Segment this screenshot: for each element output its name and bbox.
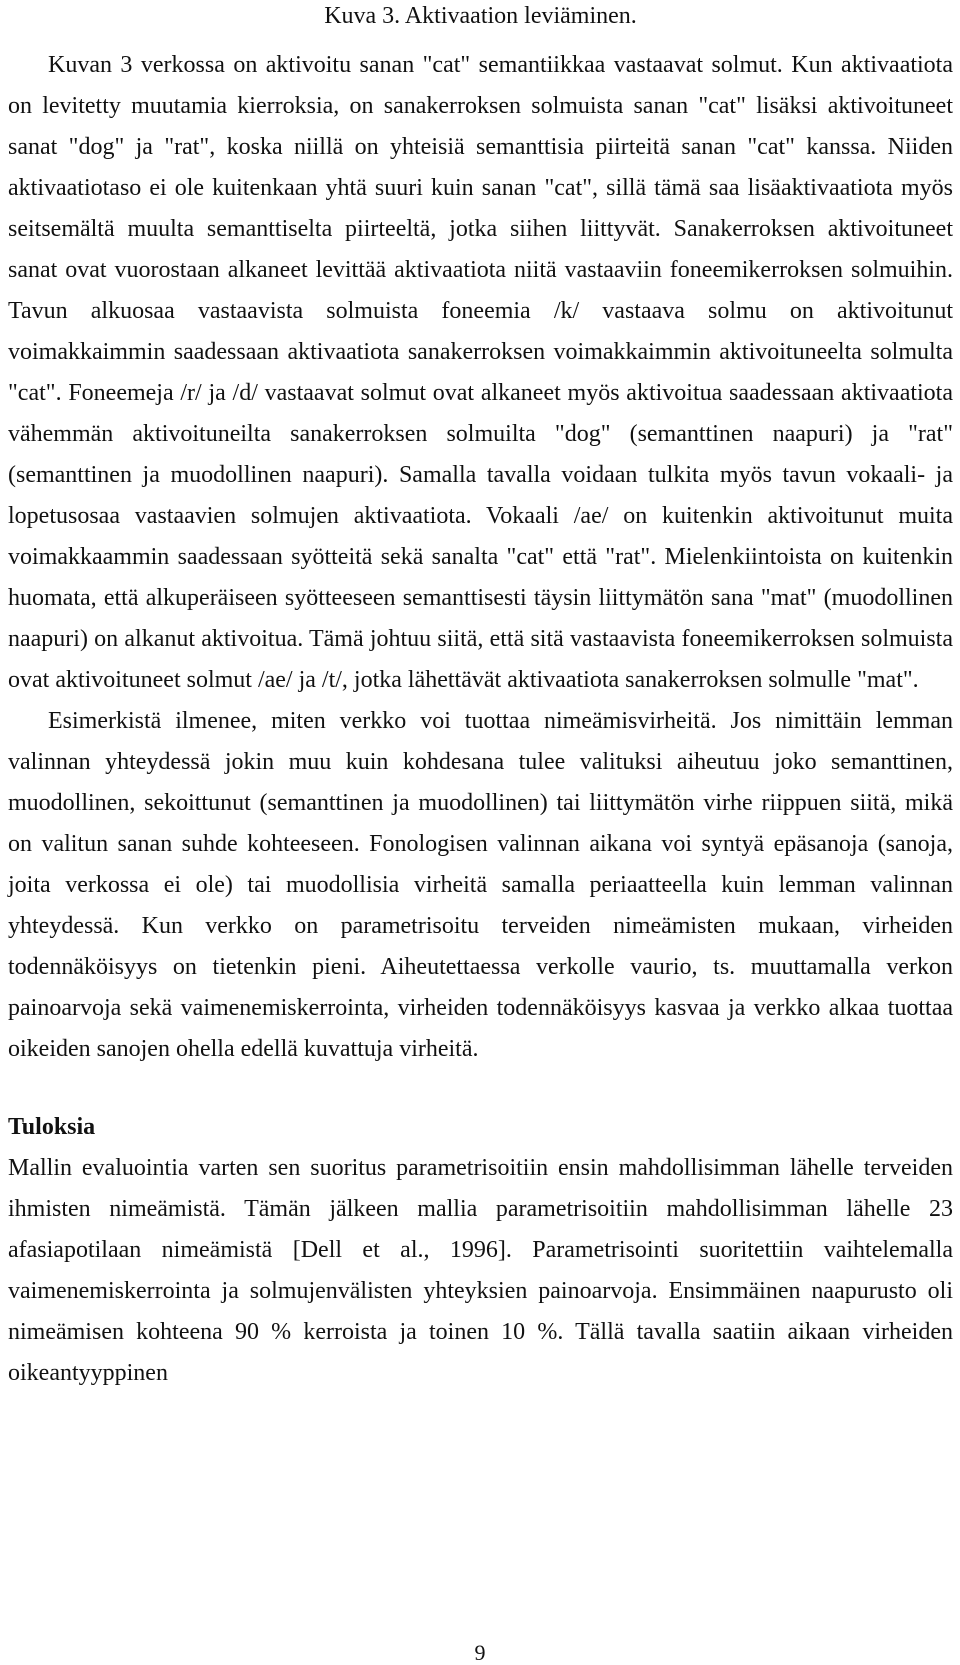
body-paragraph-1: Kuvan 3 verkossa on aktivoitu sanan "cat" semantiikkaa vastaavat solmut. Kun aktivaatiota on levitetty muutamia kierroksia, on sanakerroksen solmuista sanan "cat" lisäksi aktivoituneet sanat "dog" ja "rat", koska niillä on yhteisiä semanttisia piirteitä sanan "cat" kanssa. Niiden aktivaatiotaso ei ole kuitenkaan yhtä suuri kuin sanan "cat", sillä tämä saa lisäaktivaatiota myös seitsemältä muulta semanttiselta piirteeltä, jotka siihen liittyvät. Sanakerroksen aktivoituneet sanat ovat vuorostaan alkaneet levittää aktivaatiota niitä vastaaviin foneemikerroksen solmuihin. Tavun alkuosaa vastaavista solmuista foneemia /k/ vastaava solmu on aktivoitunut voimakkaimmin saadessaan aktivaatiota sanakerroksen voimakkaimmin aktivoituneelta solmulta "cat". Foneemeja /r/ ja /d/ vastaavat solmut ovat alkaneet myös aktivoitua saadessaan aktivaatiota vähemmän aktivoituneilta sanakerroksen solmuilta "dog" (semanttinen naapuri) ja "rat" (semanttinen ja muodollinen naapuri). Samalla tavalla voidaan tulkita myös tavun vokaali- ja lopetusosaa vastaavien solmujen aktivaatiota. Vokaali /ae/ on kuitenkin aktivoitunut muita voimakkaammin saadessaan syötteitä sekä sanalta "cat" että "rat". Mielenkiintoista on kuitenkin huomata, että alkuperäiseen syötteeseen semanttisesti täysin liittymätön sana "mat" (muodollinen naapuri) on alkanut aktivoitua. Tämä johtuu siitä, että sitä vastaavista foneemikerroksen solmuista ovat aktivoituneet solmut /ae/ ja /t/, jotka lähettävät aktivaatiota sanakerroksen solmulle "mat". — [8, 52, 953, 693]
section-spacer — [8, 1070, 953, 1107]
page-number: 9 — [474, 1640, 486, 1665]
document-page — [8, 0, 953, 1394]
section-paragraph: Mallin evaluointia varten sen suoritus parametrisoitiin ensin mahdollisimman lähelle terveiden ihmisten nimeämistä. Tämän jälkeen mallia parametrisoitiin mahdollisimman lähelle 23 afasiapotilaan nimeämistä [Dell et al., 1996]. Parametrisointi suoritettiin vaihtelemalla vaimenemiskerrointa ja solmujenvälisten yhteyksien painoarvoja. Ensimmäinen naapurusto oli nimeämisen kohteena 90 % kerroista ja toinen 10 %. Tällä tavalla saatiin aikaan virheiden oikeantyyppinen — [8, 1155, 953, 1386]
section-heading: Tuloksia — [8, 1114, 96, 1140]
figure-caption: Kuva 3. Aktivaation leviäminen. — [324, 3, 637, 29]
body-paragraph-2: Esimerkistä ilmenee, miten verkko voi tuottaa nimeämisvirheitä. Jos nimittäin lemman valinnan yhteydessä jokin muu kuin kohdesana tulee valituksi aiheutuu joko semanttinen, muodollinen, sekoittunut (semanttinen ja muodollinen) tai liittymätön virhe riippuen siitä, mikä on valitun sanan suhde kohteeseen. Fonologisen valinnan aikana voi syntyä epäsanoja (sanoja, joita verkossa ei ole) tai muodollisia virheitä samalla periaatteella kuin lemman valinnan yhteydessä. Kun verkko on parametrisoitu terveiden nimeämisten mukaan, virheiden todennäköisyys on tietenkin pieni. Aiheutettaessa verkolle vaurio, ts. muuttamalla verkon painoarvoja sekä vaimenemiskerrointa, virheiden todennäköisyys kasvaa ja verkko alkaa tuottaa oikeiden sanojen ohella edellä kuvattuja virheitä. — [8, 708, 953, 1062]
